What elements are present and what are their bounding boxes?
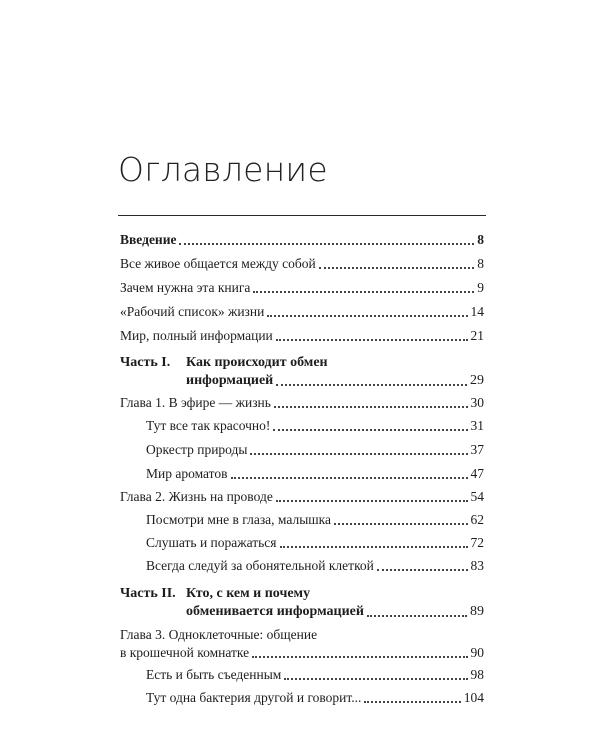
leader-dots xyxy=(273,429,467,431)
leader-dots xyxy=(274,406,468,408)
leader-dots xyxy=(231,477,468,479)
part-1-title-line1: Как происходит обмен xyxy=(186,355,328,370)
entry-label: Зачем нужна эта книга xyxy=(120,280,251,295)
leader-dots xyxy=(179,243,474,245)
leader-dots xyxy=(319,267,475,269)
leader-dots xyxy=(334,523,467,525)
leader-dots xyxy=(364,701,460,703)
leader-dots xyxy=(250,453,467,455)
entry-label: «Рабочий список» жизни xyxy=(120,304,265,319)
page-title: Оглавление xyxy=(118,150,328,189)
toc-entry-part-1[interactable] xyxy=(186,373,484,389)
entry-page: 90 xyxy=(470,645,484,660)
entry-page: 89 xyxy=(470,604,484,619)
leader-dots xyxy=(252,656,467,658)
toc-entry[interactable] xyxy=(146,667,484,683)
toc-entry[interactable] xyxy=(146,558,484,574)
entry-page: 47 xyxy=(470,466,484,481)
leader-dots xyxy=(284,678,467,680)
entry-label: Глава 1. В эфире — жизнь xyxy=(120,395,271,410)
entry-page: 8 xyxy=(477,232,484,247)
entry-page: 8 xyxy=(477,256,484,271)
entry-label: Оркестр природы xyxy=(146,442,248,457)
toc-entry[interactable] xyxy=(146,535,484,551)
chapter-3-title-line1: Глава 3. Одноклеточные: общение xyxy=(120,627,318,642)
entry-label: Тут одна бактерия другой и говорит... xyxy=(146,690,362,705)
entry-page: 83 xyxy=(470,558,484,573)
entry-page: 98 xyxy=(470,667,484,682)
toc-entry-part-2[interactable] xyxy=(186,604,484,620)
leader-dots xyxy=(280,546,468,548)
toc-entry[interactable] xyxy=(120,280,484,296)
part-2-title-line1: Кто, с кем и почему xyxy=(186,586,311,601)
leader-dots xyxy=(367,615,467,617)
part-2-title-line2: обменивается информацией xyxy=(186,604,364,619)
leader-dots xyxy=(276,500,468,502)
leader-dots xyxy=(253,291,474,293)
leader-dots xyxy=(377,569,468,571)
entry-page: 14 xyxy=(470,304,484,319)
entry-page: 21 xyxy=(470,328,484,343)
toc-entry[interactable] xyxy=(120,328,484,344)
entry-label: Есть и быть съеденным xyxy=(146,667,282,682)
toc-entry[interactable] xyxy=(146,442,484,458)
entry-label: Глава 2. Жизнь на проводе xyxy=(120,489,273,504)
entry-label: Всегда следуй за обонятельной клеткой xyxy=(146,558,374,573)
entry-page: 30 xyxy=(470,395,484,410)
part-1-prefix: Часть I. xyxy=(120,355,171,370)
leader-dots xyxy=(276,339,468,341)
toc-entry[interactable] xyxy=(146,690,484,706)
entry-page: 37 xyxy=(470,442,484,457)
toc-entry[interactable] xyxy=(146,418,484,434)
toc-entry-introduction[interactable] xyxy=(120,232,484,248)
leader-dots xyxy=(276,384,467,386)
toc-entry[interactable] xyxy=(120,256,484,272)
entry-page: 72 xyxy=(470,535,484,550)
toc-entry-chapter-1[interactable] xyxy=(120,395,484,411)
entry-label: Посмотри мне в глаза, малышка xyxy=(146,512,332,527)
entry-page: 9 xyxy=(477,280,484,295)
toc-entry[interactable] xyxy=(146,466,484,482)
toc-entry[interactable] xyxy=(146,512,484,528)
toc-entry[interactable] xyxy=(120,304,484,320)
leader-dots xyxy=(267,315,467,317)
entry-page: 31 xyxy=(470,418,484,433)
entry-label: Тут все так красочно! xyxy=(146,418,271,433)
toc-entry-chapter-3[interactable] xyxy=(120,645,484,661)
entry-page: 54 xyxy=(470,489,484,504)
entry-label: Слушать и поражаться xyxy=(146,535,277,550)
part-2-prefix: Часть II. xyxy=(120,586,176,601)
entry-page: 29 xyxy=(470,373,484,388)
chapter-3-title-line2: в крошечной комнатке xyxy=(120,645,250,660)
entry-label: Мир, полный информации xyxy=(120,328,273,343)
part-1-title-line2: информацией xyxy=(186,373,274,388)
entry-label: Мир ароматов xyxy=(146,466,228,481)
entry-page: 62 xyxy=(470,512,484,527)
entry-page: 104 xyxy=(463,690,484,705)
entry-label: Введение xyxy=(120,232,177,247)
toc-entry-chapter-2[interactable] xyxy=(120,489,484,505)
entry-label: Все живое общается между собой xyxy=(120,256,316,271)
